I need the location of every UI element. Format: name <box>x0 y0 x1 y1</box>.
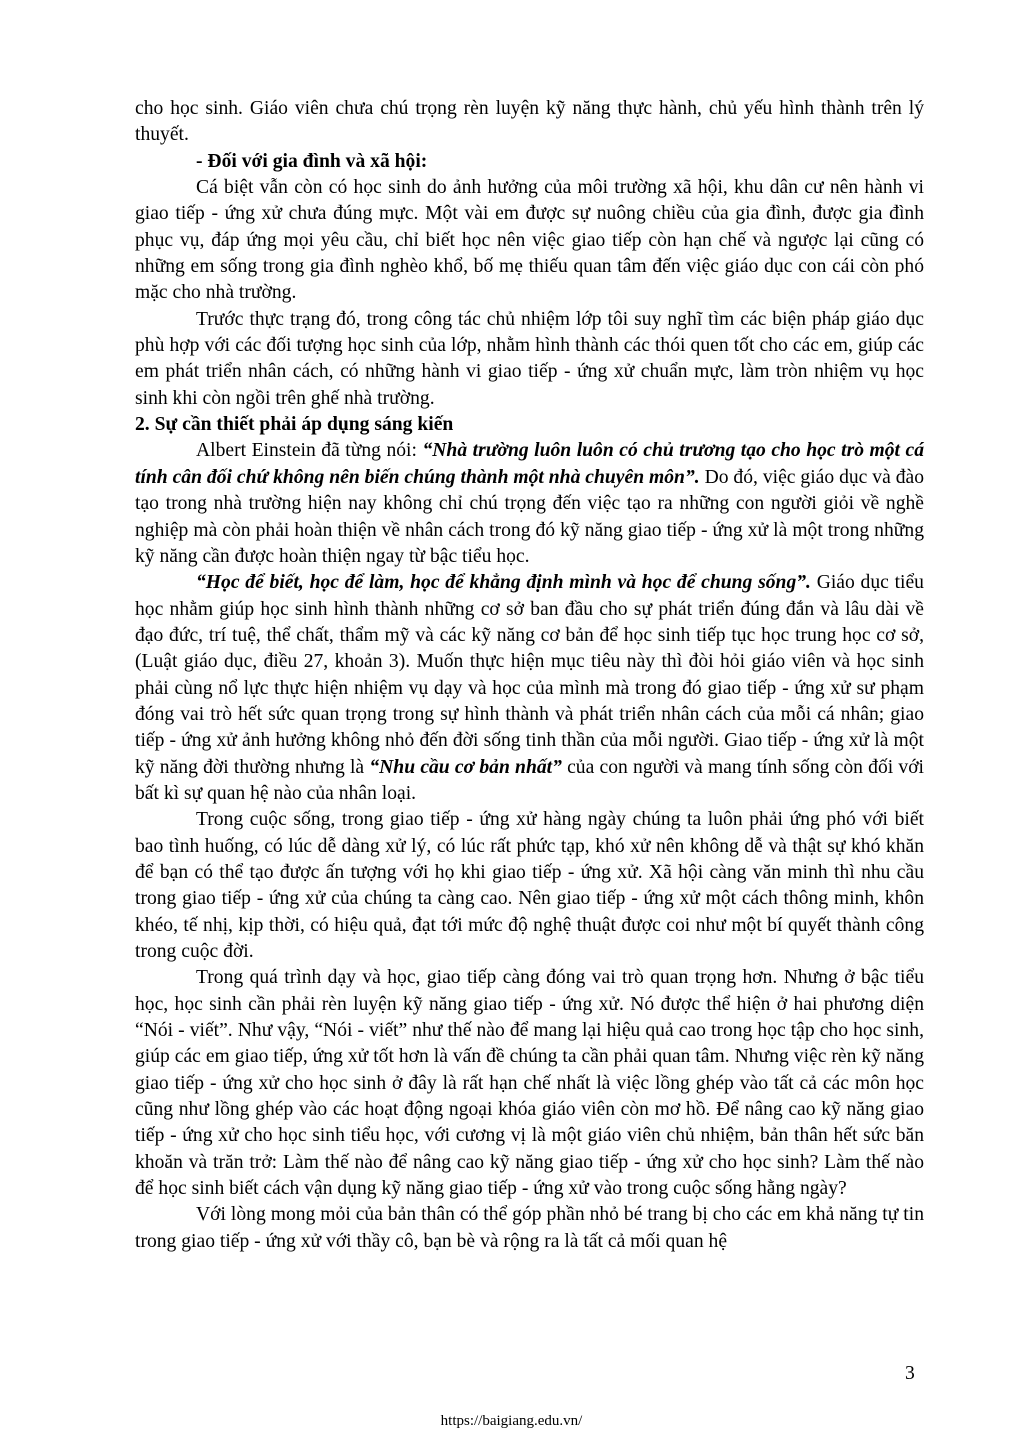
einstein-continuation: Do đó, việc giáo dục và đào tạo trong nhà trường hiện nay không chỉ chú trọng đến việc tạo ra những con người giỏi về nghề nghiệp mà còn phải hoàn thiện về nhân cách trong đó kỹ năng giao tiếp - ứng xử là một trong những kỹ năng cần được hoàn thiện ngay từ bậc tiểu học. <box>135 466 924 567</box>
paragraph-teaching-process: Trong quá trình dạy và học, giao tiếp càng đóng vai trò quan trọng hơn. Nhưng ở bậc tiểu học, học sinh cần phải rèn luyện kỹ năng giao tiếp - ứng xử. Nó được thể hiện ở hai phương diện “Nói - viết”. Như vậy, “Nói - viết” như thế nào để mang lại hiệu quả cao trong học tập cho học sinh, giúp các em giao tiếp, ứng xử tốt hơn là vấn đề chúng ta cần phải quan tâm. Nhưng việc rèn kỹ năng giao tiếp - ứng xử cho học sinh ở đây là rất hạn chế nhất là việc lồng ghép vào tất cả các môn học cũng như lồng ghép vào các hoạt động ngoại khóa giáo viên còn mơ hồ. Để nâng cao kỹ năng giao tiếp - ứng xử cho học sinh tiểu học, với cương vị là một giáo viên chủ nhiệm, bản thân hết sức băn khoăn và trăn trở: Làm thế nào để nâng cao kỹ năng giao tiếp - ứng xử cho học sinh? Làm thế nào để học sinh biết cách vận dụng kỹ năng giao tiếp - ứng xử vào trong cuộc sống hằng ngày? <box>135 967 924 1200</box>
sub-heading-family-society: - Đối với gia đình và xã hội: <box>196 150 428 172</box>
paragraph-situation: Trước thực trạng đó, trong công tác chủ nhiệm lớp tôi suy nghĩ tìm các biện pháp giáo dục phù hợp với các đối tượng học sinh của lớp, nhằm hình thành các thói quen tốt cho các em, giúp các em phát triển nhân cách, có những hành vi giao tiếp - ứng xử chuẩn mực, làm tròn nhiệm vụ học sinh khi còn ngồi trên ghế nhà trường. <box>135 308 924 409</box>
learning-pillars-ending: của con người và mang tính sống còn đối với bất kì sự quan hệ nào của nhân loại. <box>135 756 925 804</box>
learning-pillars-quote: “Học để biết, học để làm, học để khẳng định mình và học để chung sống”. <box>196 572 811 594</box>
paragraph-aspiration: Với lòng mong mỏi của bản thân có thể góp phần nhỏ bé trang bị cho các em khả năng tự tin trong giao tiếp - ứng xử với thầy cô, bạn bè và rộng ra là tất cả mối quan hệ <box>135 1204 924 1252</box>
document-body <box>135 96 924 1255</box>
paragraph-learning-pillars <box>135 570 924 807</box>
footer-url: https://baigiang.edu.vn/ <box>440 1413 583 1429</box>
page-number: 3 <box>905 1363 915 1384</box>
section-heading-necessity: 2. Sự cần thiết phải áp dụng sáng kiến <box>135 414 454 436</box>
paragraph-einstein <box>135 438 924 570</box>
paragraph-daily-life: Trong cuộc sống, trong giao tiếp - ứng xử hàng ngày chúng ta luôn phải ứng phó với biết bao tình huống, có lúc dễ dàng xử lý, có lúc rất phức tạp, khó xử nên không dễ và thật sự khó khăn để bạn có thể tạo được ấn tượng với họ khi giao tiếp - ứng xử. Xã hội càng văn minh thì nhu cầu trong giao tiếp - ứng xử của chúng ta càng cao. Nên giao tiếp - ứng xử một cách thông minh, khôn khéo, tế nhị, kịp thời, có hiệu quả, đạt tới mức độ nghệ thuật được coi như một bí quyết thành công trong cuộc đời. <box>135 809 924 962</box>
basic-need-quote: “Nhu cầu cơ bản nhất” <box>369 756 562 778</box>
paragraph-continuation: cho học sinh. Giáo viên chưa chú trọng rèn luyện kỹ năng thực hành, chủ yếu hình thành trên lý thuyết. <box>135 98 924 146</box>
einstein-intro: Albert Einstein đã từng nói: <box>196 440 423 462</box>
paragraph-family-society: Cá biệt vẫn còn có học sinh do ảnh hưởng của môi trường xã hội, khu dân cư nên hành vi giao tiếp - ứng xử chưa đúng mực. Một vài em được sự nuông chiều của gia đình, được gia đình phục vụ, đáp ứng mọi yêu cầu, chỉ biết học nên việc giao tiếp còn hạn chế và ngược lại cũng có những em sống trong gia đình nghèo khổ, bố mẹ thiếu quan tâm đến việc giáo dục con cái còn phó mặc cho nhà trường. <box>135 177 924 304</box>
einstein-quote: “Nhà trường luôn luôn có chủ trương tạo cho học trò một cá tính cân đối chứ không nên biến chúng thành một nhà chuyên môn”. <box>135 440 924 488</box>
learning-pillars-text: Giáo dục tiểu học nhằm giúp học sinh hình thành những cơ sở ban đầu cho sự phát triển đúng đắn và lâu dài về đạo đức, trí tuệ, thể chất, thẩm mỹ và các kỹ năng cơ bản để học sinh tiếp tục học trung học cơ sở, (Luật giáo dục, điều 27, khoản 3). Muốn thực hiện mục tiêu này thì đòi hỏi giáo viên và học sinh phải cùng nổ lực thực hiện nhiệm vụ dạy và học của mình mà trong đó giao tiếp - ứng xử sư phạm đóng vai trò hết sức quan trọng trong sự hình thành và phát triển nhân cách của mỗi cá nhân; giao tiếp - ứng xử ảnh hưởng không nhỏ đến đời sống tinh thần của mỗi người. Giao tiếp - ứng xử là một kỹ năng đời thường nhưng là <box>135 572 924 778</box>
